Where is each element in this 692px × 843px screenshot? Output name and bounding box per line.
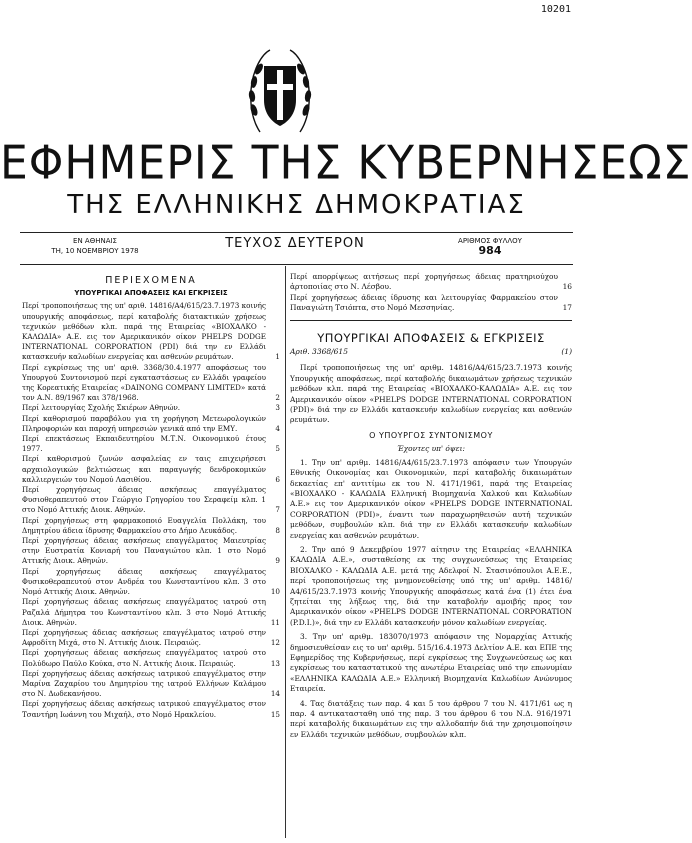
contents-item — [22, 485, 280, 516]
decisions-column — [290, 272, 572, 838]
contents-item-page: 6 — [275, 474, 280, 484]
contents-item-page: 8 — [275, 525, 280, 535]
decision-index: (1) — [561, 347, 572, 357]
decision-paragraph: 2. Την από 9 Δεκεμβρίου 1977 αίτησιν της Εταιρείας «ΕΛΛΗΝΙΚΑ ΚΑΛΩΔΙΑ Α.Ε.», συσταθείσης εκ της συγχωνεύσεως της Εταιρείας ΒΙΟΧΑΛΚΟ - ΚΑΛΩΔΙΑ Α.Ε. μετά της Αδελφοί Ν. Στασινόπουλοι Α.Ε.Ε., περί τροποποιήσεως της μνημονευθείσης υπό της υπ' αριθμ. 14816/Α4/615/23.7.1973 κοινής Υπουργικής αποφάσεως κατά ένα (1) έτει ένα ζητείται της λήξεως της, διά την καταβολήν αμοιβής προς τον Αμερικανικόν οίκον «PHELPS DODGE INTERNATIONAL CORPORATION (P.D.I.)», διά την εν Ελλάδι κατασκευήν μόνον καλωδίων ενεργείας. — [290, 544, 572, 627]
masthead-title: ΕΦΗΜΕΡΙΣ ΤΗΣ ΚΥΒΕΡΝΗΣΕΩΣ — [0, 136, 692, 191]
contents-subtitle: ΥΠΟΥΡΓΙΚΑΙ ΑΠΟΦΑΣΕΙΣ ΚΑΙ ΕΓΚΡΙΣΕΙΣ — [74, 289, 228, 298]
contents-item-text: Περί χορηγήσεως άδειας ασκήσεως επαγγέλματος Μαιευτρίας στην Ευστρατία Κονιαρή του Παναγιώτου κλπ. 1 στο Νομό Αττικής Διοικ. Αθηνών. — [22, 536, 266, 566]
contents-item — [22, 516, 280, 536]
contents-item-page: 12 — [270, 638, 280, 648]
contents-item-text: Περί τροποποιήσεως της υπ' αριθ. 14816/Α4/615/23.7.1973 κοινής υπουργικής αποφάσεως, περί καταβολής διατακτικών χρήσεως τεχνικών μεθόδων κλπ. παρά της Εταιρείας «ΒΙΟΧΑΛΚΟ - ΚΑΛΩΔΙΑ» Α.Ε. εις τον Αμερικανικόν οίκον PHELPS DODGE INTERNATIONAL CORPORATION (PDI) διά την εν Ελλάδι κατασκευήν καλωδίων ενεργείας και ασθενών ρευμάτων. — [22, 301, 266, 362]
contents-item-page: 7 — [275, 505, 280, 515]
contents-item-page: 14 — [270, 689, 280, 699]
header-top-rule — [20, 232, 573, 233]
decision-paragraph: 3. Την υπ' αριθμ. 183070/1973 απόφασιν της Νομαρχίας Αττικής δημοσιευθείσαν εις το υπ' αριθμ. 515/16.4.1973 Δελτίον Α.Ε. και ΕΠΕ της Εφημερίδος της Κυβερνήσεως, περί εγκρίσεως της Συγχωνεύσεως ως και εγκρίσεως του καταστατικού της ανωτέρω Εταιρείας υπό την επωνυμίαν «ΕΛΛΗΝΙΚΑ ΚΑΛΩΔΙΑ Α.Ε.» Ελληνική Βιομηχανία Καλωδίων Ανώνυμος Εταιρεία. — [290, 632, 572, 694]
contents-item-text: Περί χορηγήσεως στη φαρμακοποιό Ευαγγελία Πολλάκη, του Δημητρίου άδεια ίδρυσης Φαρμακείου στο Δήμο Λευκάδος. — [22, 515, 266, 535]
sheet-number: 984 — [478, 244, 502, 257]
contents-item — [22, 536, 280, 567]
contents-item-page: 10 — [270, 587, 280, 597]
contents-item — [22, 454, 280, 485]
contents-item — [290, 272, 572, 293]
contents-item — [22, 597, 280, 628]
contents-item-page: 13 — [270, 658, 280, 668]
contents-item-page: 11 — [270, 617, 280, 627]
contents-item-text: Περί λειτουργίας Σχολής Σκιέρων Αθηνών. — [22, 403, 181, 413]
contents-item — [22, 648, 280, 668]
contents-item-page: 17 — [562, 303, 572, 313]
issue-volume: ΤΕΥΧΟΣ ΔΕΥΤΕΡΟΝ — [225, 236, 365, 251]
decision-paragraph: 1. Την υπ' αριθμ. 14816/Α4/615/23.7.1973 απόφασιν των Υπουργών Εθνικής Οικονομίας και Οικονομικών, περί καταβολής δικαιωμάτων δεκαετίας επ' αντιτίμω εκ του Ν. 4171/1961, παρά της Εταιρείας «ΒΙΟΧΑΛΚΟ - ΚΑΛΩΔΙΑ Ελληνική Βιομηχανία Χαλκού και Καλωδίων Α.Ε.» εις τον Αμερικανικόν οίκον «PHELPS DODGE INTERNATIONAL CORPORATION (PDI)», έναντι των παραχωρηθεισών αυτή τεχνικών μεθόδων, συμβουλών κλπ. διά την εν Ελλάδι κατασκευήν καλωδίων ενεργείας και ασθενών ρευμάτων. — [290, 457, 572, 540]
decisions-section-title: ΥΠΟΥΡΓΙΚΑΙ ΑΠΟΦΑΣΕΙΣ & ΕΓΚΡΙΣΕΙΣ — [317, 330, 545, 345]
minister-title: Ο ΥΠΟΥΡΓΟΣ ΣΥΝΤΟΝΙΣΜΟΥ — [369, 430, 493, 440]
issue-date: ΤΗ, 10 ΝΟΕΜΒΡΙΟΥ 1978 — [51, 247, 139, 255]
contents-item — [22, 414, 280, 434]
contents-item-page: 15 — [270, 709, 280, 719]
contents-item — [22, 567, 280, 598]
contents-title: ΠΕΡΙΕΧΟΜΕΝΑ — [105, 275, 197, 286]
contents-item-page: 4 — [275, 423, 280, 433]
contents-item — [22, 669, 280, 700]
contents-item-text: Περί χορηγήσεως άδειας ασκήσεως ιατρικού επαγγέλματος στην Μαρίνα Ζαχαρίου του Δημητρίου της ιατρού Ελλήνων Καλάμου στο Ν. Δωδεκανήσου. — [22, 668, 266, 699]
issue-header — [20, 234, 573, 264]
contents-list — [22, 301, 280, 719]
contents-item-text: Περί χορηγήσεως άδειας ασκήσεως επαγγέλματος ιατρού στην Αφροδίτη Μιχά, στο Ν. Αττικής Διοικ. Πειραιώς. — [22, 627, 266, 648]
contents-item-text: Περί χορηγήσεως άδειας ίδρυσης και λειτουργίας Φαρμακείου στον Παναγιώτη Τσιόπτα, στο Νομό Μεσσηνίας. — [290, 292, 558, 313]
contents-item-page: 2 — [275, 393, 280, 403]
contents-column — [22, 276, 280, 836]
contents-item-page: 1 — [275, 352, 280, 362]
contents-item-text: Περί χορηγήσεως άδειας ασκήσεως επαγγέλματος ιατρού στο Πολύδωρο Παύλο Κούκα, στο Ν. Αττικής Διοικ. Πειραιώς. — [22, 648, 266, 668]
contents-item-page: 5 — [275, 444, 280, 454]
contents-list-continued — [290, 272, 572, 314]
column-divider — [285, 266, 286, 838]
sheet-number-block — [415, 236, 565, 256]
contents-item — [22, 699, 280, 719]
contents-item-page: 9 — [275, 556, 280, 566]
contents-item-text: Περί καθορισμού ζωνών ασφαλείας εν ταις επιχειρήσεσι αρχαιολογικών βελτιώσεως και παραγωγής δενδροκομικών καλλιεργειών του Νομού Λασιθίου. — [22, 454, 266, 484]
contents-item-text: Περί επεκτάσεως Εκπαιδευτηρίου Μ.Τ.Ν. Οικονομικού έτους 1977. — [22, 434, 266, 454]
contents-item-text: Περί χορηγήσεως άδειας ασκήσεως επαγγέλματος ιατρού στη Ραζαλά Δήμητρα του Κωνσταντίνου κλπ. 3 στο Νομό Αττικής Διοικ. Αθηνών. — [22, 597, 266, 627]
contents-item — [22, 301, 280, 362]
contents-item-text: Περί απορρίψεως αιτήσεως περί χορηγήσεως άδειας πρατηριούχου ἀρτοποιίας στο Ν. Λέσβου. — [290, 272, 558, 292]
coat-of-arms-icon — [246, 44, 314, 136]
contents-item-text: Περί χορηγήσεως άδειας ασκήσεως επαγγέλματος Φυσικοθεραπευτού στον Ανδρέα του Κωνσταντίνου κλπ. 3 στο Νομό Αττικής Διοικ. Αθηνών. — [22, 566, 266, 597]
contents-item — [22, 628, 280, 648]
contents-item — [22, 363, 280, 404]
decision-intro: Περί τροποποιήσεως της υπ' αριθμ. 14816/Α4/615/23.7.1973 κοινής Υπουργικής αποφάσεως, περί καταβολής δικαιωμάτων χρήσεως τεχνικών μεθόδων κλπ. παρά της Εταιρείας «ΒΙΟΧΑΛΚΟ-ΚΑΛΩΔΙΑ» Α.Ε. εις τον Αμερικανικόν οίκον «PHELPS DODGE INTERNATIONAL CORPORATION (PDI)» διά την εν Ελλάδι κατασκευήν καλωδίων ενεργείας και ασθενών ρευμάτων. — [290, 363, 572, 425]
contents-item-text: Περί χορηγήσεως άδειας ασκήσεως επαγγέλματος Φυσιοθεραπευτού στον Γεώργιο Γρηγορίου του Σεραφείμ κλπ. 1 στο Νομό Αττικής Διοικ. Αθηνών. — [22, 485, 266, 515]
contents-item-text: Περί χορηγήσεως άδειας ασκήσεως ιατρικού επαγγέλματος στον Τσαντήρη Ιωάννη του Μιχαήλ, στο Νομό Ηρακλείου. — [22, 699, 266, 719]
decision-heading — [290, 347, 572, 357]
section-rule — [290, 320, 572, 321]
page-number: 10201 — [540, 4, 571, 15]
contents-item-text: Περί καθορισμού παραβόλου για τη χορήγηση Μετεωρολογικών Πληροφοριών και παροχή υπηρεσιών γενικά από την ΕΜΥ. — [22, 413, 266, 433]
decision-paragraphs — [290, 458, 572, 741]
contents-item — [290, 293, 572, 314]
masthead-subtitle: ΤΗΣ ΕΛΛΗΝΙΚΗΣ ΔΗΜΟΚΡΑΤΙΑΣ — [67, 190, 526, 220]
contents-item-text: Περί εγκρίσεως της υπ' αριθ. 3368/30.4.1977 αποφάσεως του Υπουργού Συντονισμού περί εγκαταστάσεως εν Ελλάδι γραφείου της Κορεατικής Εταιρείας «DAINONG COMPANY LIMITED» κατά τον Α.Ν. 89/1967 και 378/1968. — [22, 362, 266, 403]
having-regard: Έχοντες υπ' όψει: — [397, 444, 465, 454]
decision-paragraph: 4. Τας διατάξεις των παρ. 4 και 5 του άρθρου 7 του Ν. 4171/61 ως η παρ. 4 αντικατασταθη υπό της παρ. 3 του άρθρου 6 του Ν.Δ. 916/1971 περί καταβολής δικαιωμάτων εις την αλλοδαπήν διά την χρησιμοποίησιν εν Ελλάδι τεχνικών μεθόδων, συμβουλών κλπ. — [290, 698, 572, 739]
contents-item — [22, 434, 280, 454]
decision-number: Αριθ. 3368/615 — [290, 347, 348, 357]
issue-place: ΕΝ ΑΘΗΝΑΙΣ — [73, 237, 117, 245]
contents-item-page: 3 — [275, 403, 280, 413]
contents-item-page: 16 — [562, 282, 572, 292]
header-bottom-rule — [20, 264, 573, 265]
issue-place-date — [20, 236, 170, 256]
sheet-label: ΑΡΙΘΜΟΣ ΦΥΛΛΟΥ — [458, 237, 522, 245]
contents-item — [22, 403, 280, 413]
